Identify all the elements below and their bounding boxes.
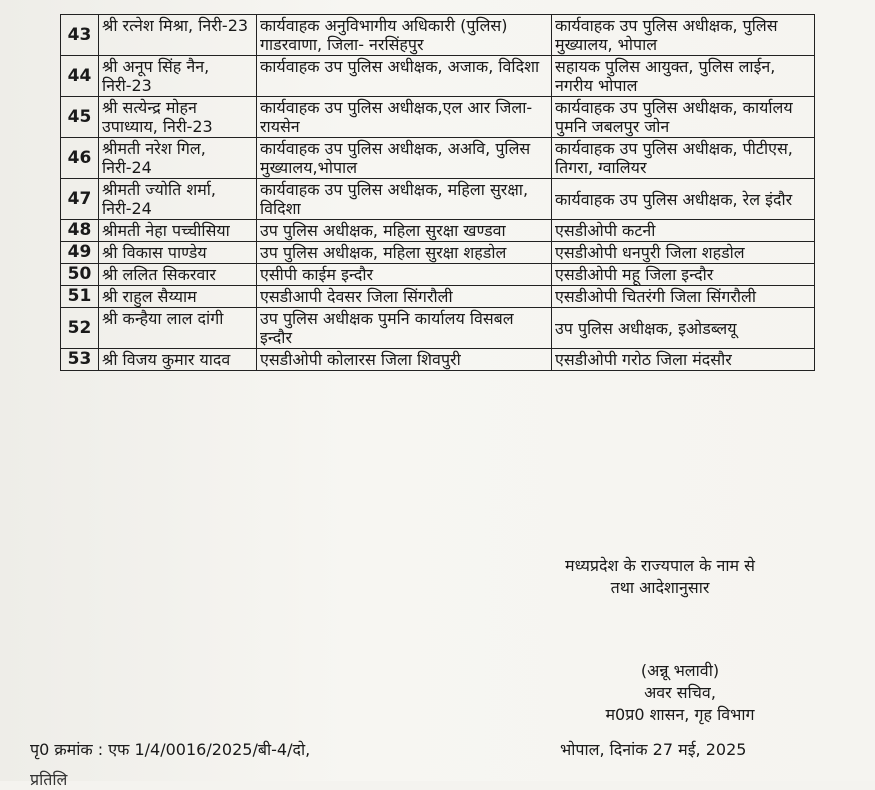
table-row bbox=[61, 179, 815, 220]
current-posting-cell: एसडीआपी देवसर जिला सिंगरौली bbox=[257, 286, 552, 308]
officer-name-cell: श्रीमती ज्योति शर्मा, निरी-24 bbox=[99, 179, 257, 220]
officer-title: अवर सचिव, bbox=[644, 683, 716, 702]
serial-number: 44 bbox=[61, 56, 99, 97]
serial-number: 43 bbox=[61, 15, 99, 56]
officer-name-cell: श्री ललित सिकरवार bbox=[99, 264, 257, 286]
table-row bbox=[61, 349, 815, 371]
serial-number: 46 bbox=[61, 138, 99, 179]
authority-line-2: तथा आदेशानुसार bbox=[610, 578, 710, 597]
new-posting-cell: कार्यवाहक उप पुलिस अधीक्षक, कार्यालय पुमनि जबलपुर जोन bbox=[552, 97, 815, 138]
table-row bbox=[61, 56, 815, 97]
officer-name-cell: श्रीमती नरेश गिल, निरी-24 bbox=[99, 138, 257, 179]
current-posting-cell: कार्यवाहक उप पुलिस अधीक्षक, अजाक, विदिशा bbox=[257, 56, 552, 97]
authority-block bbox=[500, 555, 820, 599]
new-posting-cell: कार्यवाहक उप पुलिस अधीक्षक, पुलिस मुख्यालय, भोपाल bbox=[552, 15, 815, 56]
transfer-table bbox=[60, 14, 815, 371]
serial-number: 51 bbox=[61, 286, 99, 308]
serial-number: 47 bbox=[61, 179, 99, 220]
place-date: भोपाल, दिनांक 27 मई, 2025 bbox=[560, 740, 747, 759]
serial-number: 52 bbox=[61, 308, 99, 349]
current-posting-cell: कार्यवाहक उप पुलिस अधीक्षक, अअवि, पुलिस मुख्यालय,भोपाल bbox=[257, 138, 552, 179]
officer-name-cell: श्रीमती नेहा पच्चीसिया bbox=[99, 220, 257, 242]
new-posting-cell: एसडीओपी चितरंगी जिला सिंगरौली bbox=[552, 286, 815, 308]
new-posting-cell: सहायक पुलिस आयुक्त, पुलिस लाईन, नगरीय भोपाल bbox=[552, 56, 815, 97]
officer-name-cell: श्री कन्हैया लाल दांगी bbox=[99, 308, 257, 349]
officer-name-cell: श्री विजय कुमार यादव bbox=[99, 349, 257, 371]
current-posting-cell: उप पुलिस अधीक्षक, महिला सुरक्षा शहडोल bbox=[257, 242, 552, 264]
table-row bbox=[61, 97, 815, 138]
new-posting-cell: एसडीओपी महू जिला इन्दौर bbox=[552, 264, 815, 286]
reference-number: पृ0 क्रमांक : एफ 1/4/0016/2025/बी-4/दो, bbox=[30, 740, 311, 759]
serial-number: 45 bbox=[61, 97, 99, 138]
serial-number: 53 bbox=[61, 349, 99, 371]
new-posting-cell: कार्यवाहक उप पुलिस अधीक्षक, रेल इंदौर bbox=[552, 179, 815, 220]
table-row bbox=[61, 264, 815, 286]
officer-name-cell: श्री राहुल सैय्याम bbox=[99, 286, 257, 308]
table-row bbox=[61, 242, 815, 264]
current-posting-cell: कार्यवाहक उप पुलिस अधीक्षक,एल आर जिला-रायसेन bbox=[257, 97, 552, 138]
officer-name: (अन्नू भलावी) bbox=[640, 661, 720, 680]
table-row bbox=[61, 286, 815, 308]
serial-number: 50 bbox=[61, 264, 99, 286]
officer-name-cell: श्री विकास पाण्डेय bbox=[99, 242, 257, 264]
current-posting-cell: कार्यवाहक अनुविभागीय अधिकारी (पुलिस) गाडरवाणा, जिला- नरसिंहपुर bbox=[257, 15, 552, 56]
table-row bbox=[61, 138, 815, 179]
current-posting-cell: एसडीओपी कोलारस जिला शिवपुरी bbox=[257, 349, 552, 371]
current-posting-cell: एसीपी काईम इन्दौर bbox=[257, 264, 552, 286]
new-posting-cell: एसडीओपी कटनी bbox=[552, 220, 815, 242]
table-row bbox=[61, 220, 815, 242]
authority-line-1: मध्यप्रदेश के राज्यपाल के नाम से bbox=[565, 556, 755, 575]
table-row bbox=[61, 308, 815, 349]
current-posting-cell: उप पुलिस अधीक्षक पुमनि कार्यालय विसबल इन्दौर bbox=[257, 308, 552, 349]
officer-name-cell: श्री रत्नेश मिश्रा, निरी-23 bbox=[99, 15, 257, 56]
officer-block bbox=[540, 660, 820, 726]
new-posting-cell: उप पुलिस अधीक्षक, इओडब्लयू bbox=[552, 308, 815, 349]
new-posting-cell: एसडीओपी धनपुरी जिला शहडोल bbox=[552, 242, 815, 264]
new-posting-cell: एसडीओपी गरोठ जिला मंदसौर bbox=[552, 349, 815, 371]
department: म0प्र0 शासन, गृह विभाग bbox=[605, 705, 755, 724]
cut-off-text: प्रतिलि bbox=[30, 770, 68, 789]
current-posting-cell: उप पुलिस अधीक्षक, महिला सुरक्षा खण्डवा bbox=[257, 220, 552, 242]
table-row bbox=[61, 15, 815, 56]
current-posting-cell: कार्यवाहक उप पुलिस अधीक्षक, महिला सुरक्षा, विदिशा bbox=[257, 179, 552, 220]
officer-name-cell: श्री अनूप सिंह नैन, निरी-23 bbox=[99, 56, 257, 97]
new-posting-cell: कार्यवाहक उप पुलिस अधीक्षक, पीटीएस, तिगरा, ग्वालियर bbox=[552, 138, 815, 179]
serial-number: 49 bbox=[61, 242, 99, 264]
officer-name-cell: श्री सत्येन्द्र मोहन उपाध्याय, निरी-23 bbox=[99, 97, 257, 138]
serial-number: 48 bbox=[61, 220, 99, 242]
